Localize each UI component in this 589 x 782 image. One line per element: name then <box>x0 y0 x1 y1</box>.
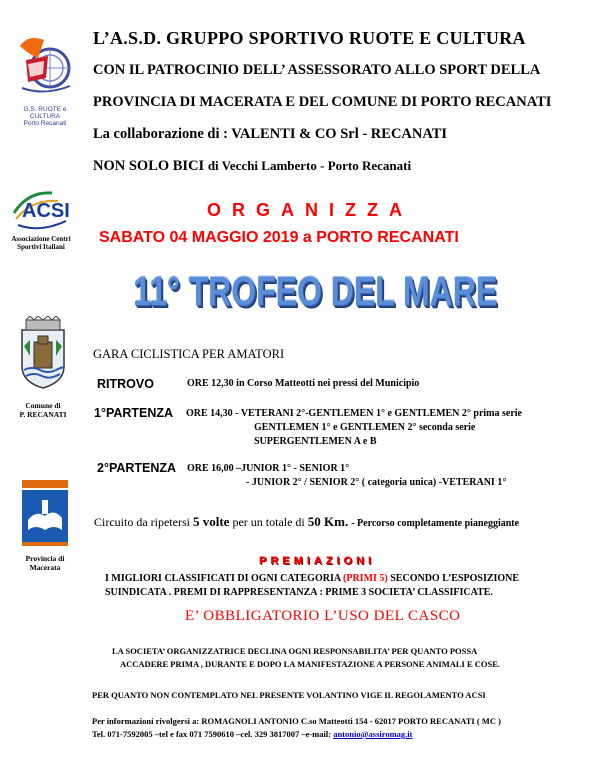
circuit-info <box>94 514 519 530</box>
cyclist-wheel-icon <box>14 30 76 110</box>
circuit-laps: 5 volte <box>192 514 230 529</box>
helmet-mandatory-notice: E’ OBBLIGATORIO L’USO DEL CASCO <box>185 608 461 624</box>
collaboration-line: La collaborazione di : VALENTI & CO Srl - RECANATI <box>93 126 448 142</box>
ritrovo-label: RITROVO <box>97 377 154 391</box>
acsi-logo-text: ACSI <box>22 200 70 222</box>
partenza-2-label: 2°PARTENZA <box>97 461 177 475</box>
partenza-1-line-1: ORE 14,30 - VETERANI 2°-GENTLEMEN 1° e GENTLEMEN 2° prima serie <box>186 408 522 419</box>
race-type: GARA CICLISTICA PER AMATORI <box>93 347 285 361</box>
provincia-caption-2: Macerata <box>29 563 61 572</box>
comune-caption-2: P. RECANATI <box>19 409 67 419</box>
circuit-mid: per un totale di <box>232 515 305 529</box>
partenza-2-line-2: - JUNIOR 2° / SENIOR 2° ( categoria unica) -VETERANI 1° <box>246 477 507 488</box>
provincia-caption-1: Provincia di <box>25 554 65 563</box>
sponsor-line <box>93 158 411 175</box>
premiazioni-top5: (PRIMI 5) <box>343 573 388 584</box>
comune-porto-recanati-crest <box>12 316 74 424</box>
regolamento-line: PER QUANTO NON CONTEMPLATO NEL PRESENTE VOLANTINO VIGE IL REGOLAMENTO ACSI <box>92 690 486 700</box>
partenza-1-line-2: GENTLEMEN 1° e GENTLEMEN 2° seconda serie <box>254 422 476 433</box>
acsi-caption-2: Sportivi Italiani <box>17 243 65 251</box>
partenza-2-line-1: ORE 16,00 –JUNIOR 1° - SENIOR 1° <box>187 463 350 474</box>
gs-logo-caption-2: Porto Recanati <box>23 120 67 127</box>
disclaimer-line-2: ACCADERE PRIMA , DURANTE E DOPO LA MANIFESTAZIONE A PERSONE ANIMALI E COSE. <box>120 659 501 669</box>
event-date-place: SABATO 04 MAGGIO 2019 a PORTO RECANATI <box>99 229 459 246</box>
contacts-phones: Tel. 071-7592005 –tel e fax 071 7590610 –cel. 329 3817007 –e-mail: <box>92 729 332 739</box>
premiazioni-line-1a: I MIGLIORI CLASSIFICATI DI OGNI CATEGORIA <box>105 573 341 584</box>
circuit-km: 50 Km. <box>307 514 349 529</box>
partenza-1-label: 1°PARTENZA <box>94 406 174 420</box>
coat-of-arms-icon <box>16 316 70 390</box>
provincia-macerata-logo <box>14 480 78 580</box>
disclaimer-line-1: LA SOCIETA’ ORGANIZZATRICE DECLINA OGNI RESPONSABILITA’ PER QUANTO POSSA <box>112 646 478 656</box>
organizza-heading: ORGANIZZA <box>207 200 413 220</box>
circuit-post: - Percorso completamente pianeggiante <box>351 518 520 529</box>
patronage-line-2: PROVINCIA DI MACERATA E DEL COMUNE DI PORTO RECANATI <box>93 94 552 110</box>
partenza-1-line-3: SUPERGENTLEMEN A e B <box>254 436 377 447</box>
circuit-pre: Circuito da ripetersi <box>94 515 190 529</box>
acsi-logo <box>8 183 74 253</box>
premiazioni-line-2: SUINDICATA . PREMI DI RAPPRESENTANZA : PRIME 3 SOCIETA’ CLASSIFICATE. <box>105 587 493 598</box>
patronage-line-1: CON IL PATROCINIO DELL’ ASSESSORATO ALLO SPORT DELLA <box>93 62 541 78</box>
premiazioni-line-1 <box>105 573 519 584</box>
gs-logo-caption-1: G.S. RUOTE e CULTURA <box>23 106 67 120</box>
acsi-caption-1: Associazione Centri <box>11 235 71 243</box>
gs-ruote-cultura-logo <box>14 30 76 127</box>
contacts-line-2 <box>92 729 413 739</box>
sponsor-detail: di Vecchi Lamberto - Porto Recanati <box>207 158 412 173</box>
organizer-name: L’A.S.D. GRUPPO SPORTIVO RUOTE E CULTURA <box>93 28 526 48</box>
contacts-line-1: Per informazioni rivolgersi a: ROMAGNOLI ANTONIO C.so Matteotti 154 - 62017 PORTO RECANATI ( MC ) <box>92 716 501 726</box>
premiazioni-heading: PREMIAZIONI <box>259 555 376 567</box>
sponsor-name: NON SOLO BICI <box>93 158 205 174</box>
contact-email-link[interactable]: antonio@assiromag.it <box>333 729 413 739</box>
ritrovo-details: ORE 12,30 in Corso Matteotti nei pressi del Municipio <box>187 378 420 389</box>
event-title: 11° TROFEO DEL MARE <box>133 268 498 314</box>
premiazioni-line-1b: SECONDO L’ESPOSIZIONE <box>390 573 520 584</box>
comune-caption-1: Comune di <box>25 401 61 410</box>
provincia-emblem-icon <box>20 480 70 550</box>
